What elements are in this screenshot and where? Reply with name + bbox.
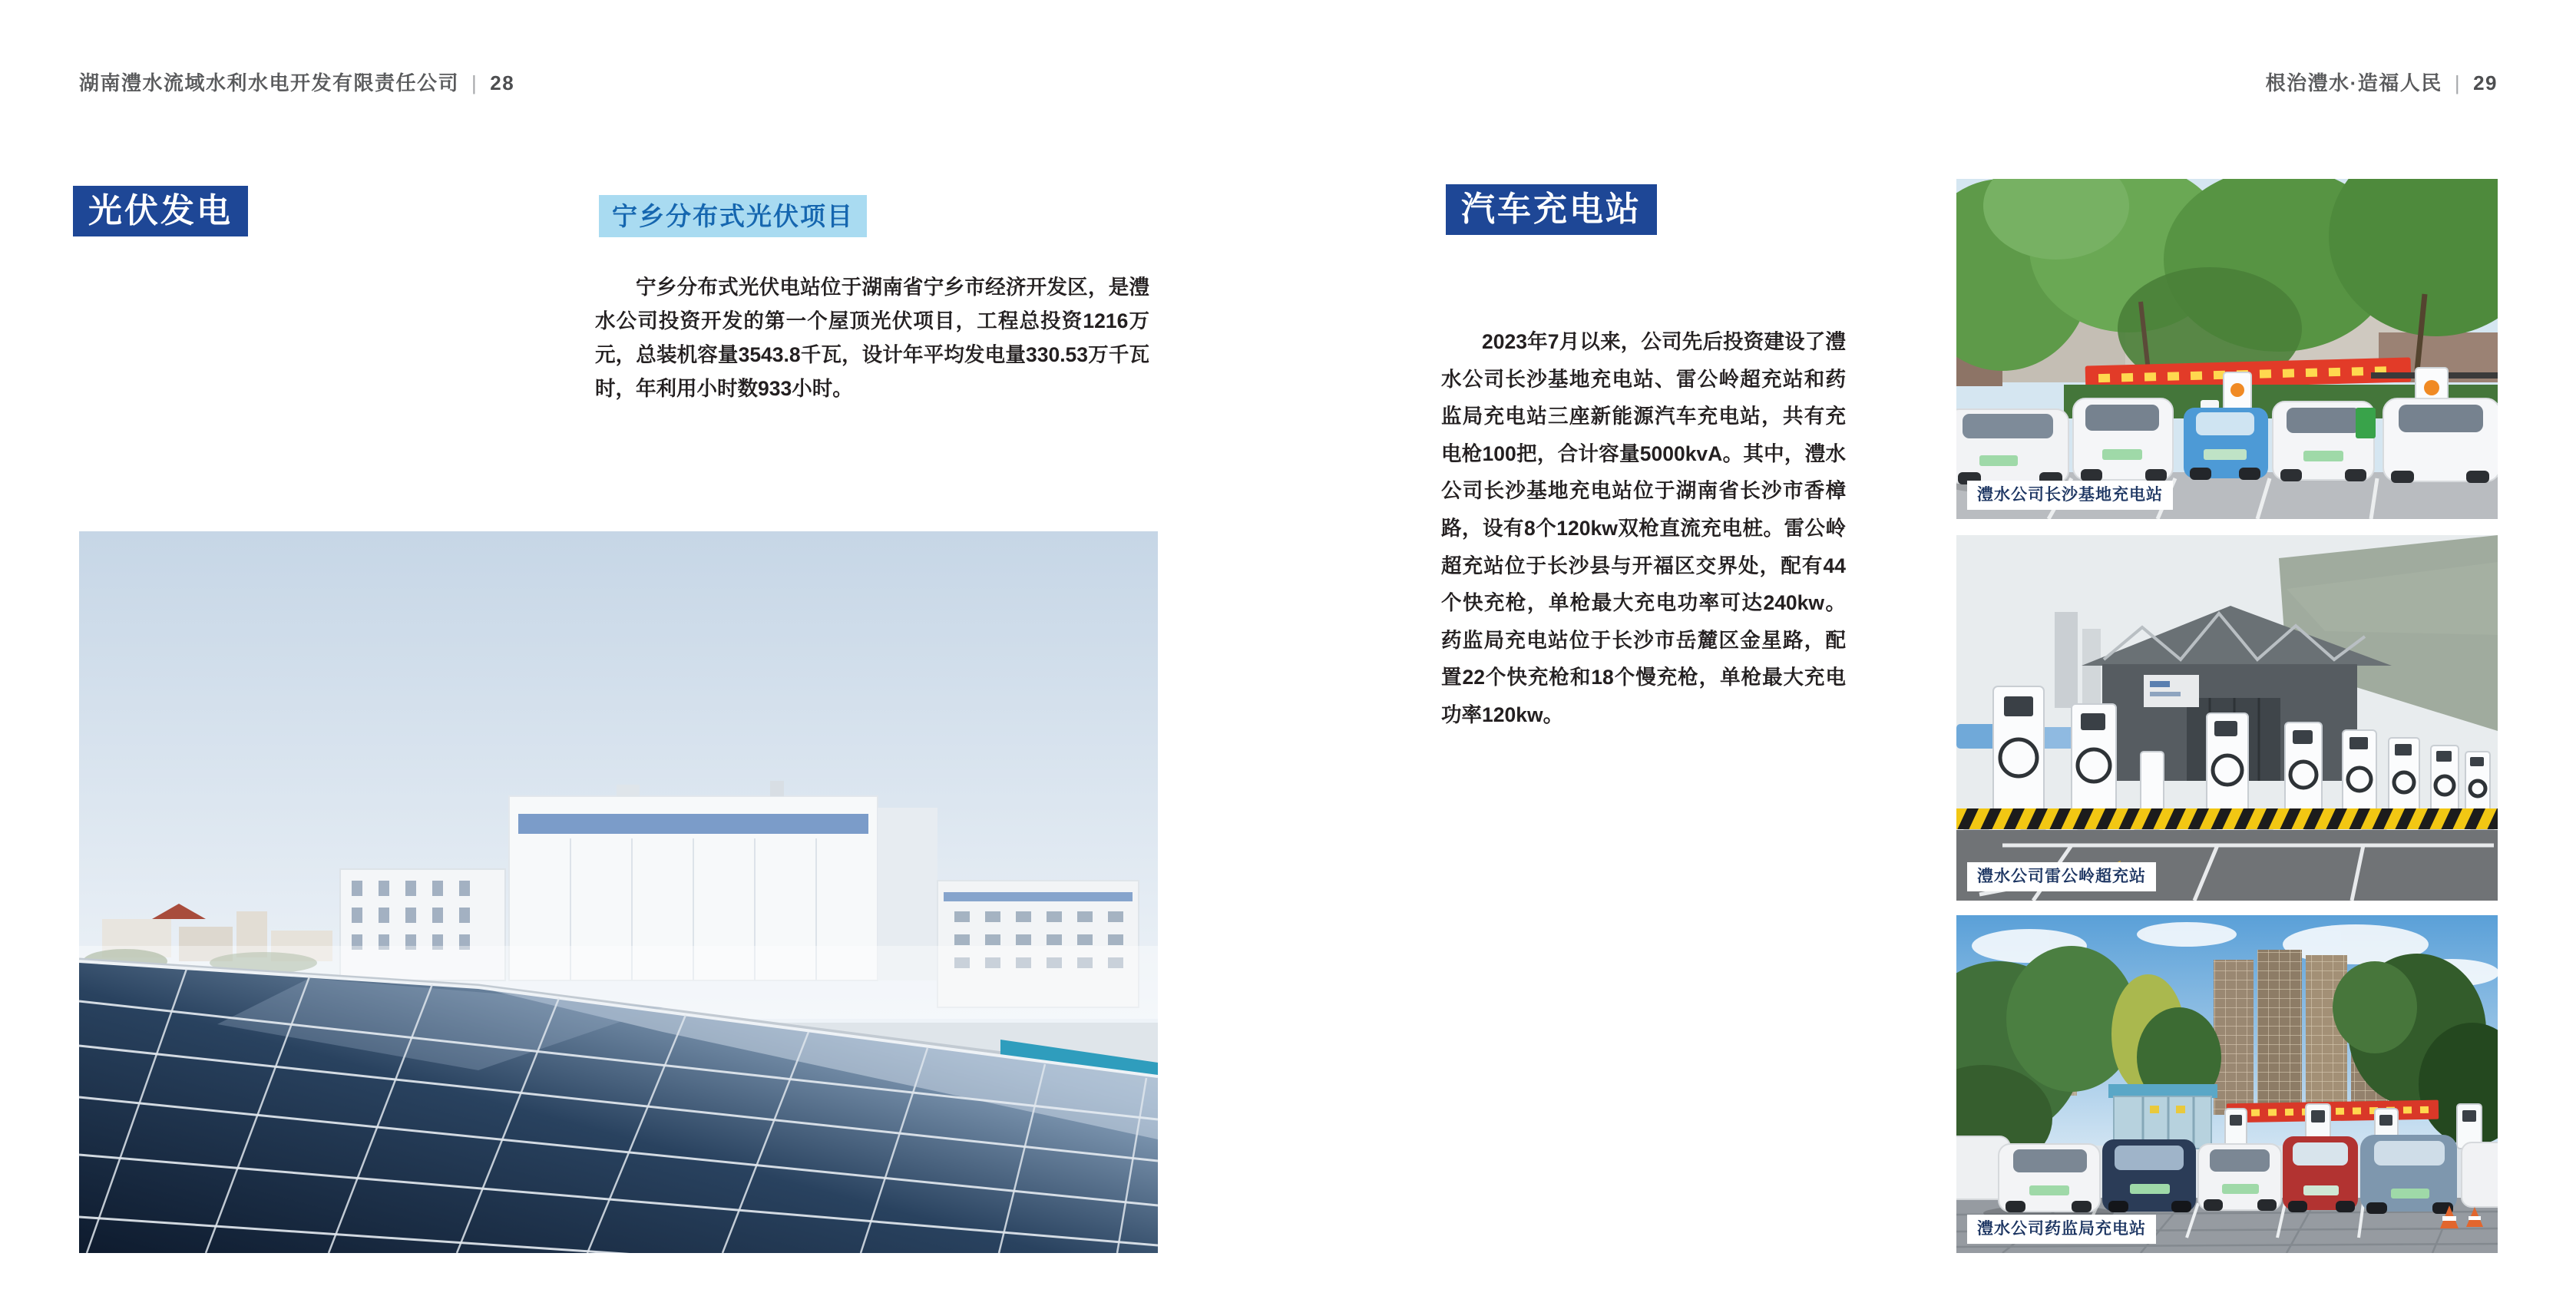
company-name: 湖南澧水流域水利水电开发有限责任公司	[79, 71, 460, 94]
section-title-pv: 光伏发电	[73, 186, 248, 236]
page-number-right: 29	[2473, 71, 2498, 94]
pv-project-paragraph: 宁乡分布式光伏电站位于湖南省宁乡市经济开发区，是澧水公司投资开发的第一个屋顶光伏项目，工程总投资1216万元，总装机容量3543.8千瓦，设计年平均发电量330.53万千瓦时，年利用小时数933小时。	[595, 276, 1149, 400]
photo-caption: 澧水公司长沙基地充电站	[1967, 481, 2173, 510]
yaojianju-station-photo	[1956, 915, 2498, 1253]
yaojianju-illustration	[1956, 915, 2498, 1253]
header-divider: |	[2454, 71, 2462, 94]
trees	[1956, 179, 2498, 390]
rooftop-solar-array-photo	[79, 531, 1158, 1253]
leigongling-station-photo	[1956, 535, 2498, 901]
red-banner	[2227, 1100, 2439, 1123]
header-left	[79, 68, 514, 96]
parked-cars	[1956, 1135, 2498, 1221]
ev-charging-paragraph: 2023年7月以来，公司先后投资建设了澧水公司长沙基地充电站、雷公岭超充站和药监局充电站三座新能源汽车充电站，共有充电枪100把，合计容量5000kvA。其中，澧水公司长沙基地充电站位于湖南省长沙市香樟路，设有8个120kw双枪直流充电桩。雷公岭超充站位于长沙县与开福区交界处，配有44个快充枪，单枪最大充电功率可达240kw。药监局充电站位于长沙市岳麓区金星路，配置22个快充枪和18个慢充枪，单枪最大充电功率120kw。	[1441, 330, 1846, 726]
leigongling-illustration	[1956, 535, 2498, 901]
solar-array-illustration	[79, 531, 1158, 1253]
photo-caption: 澧水公司雷公岭超充站	[1967, 862, 2156, 891]
page-number-left: 28	[490, 71, 515, 94]
subsection-title-ningxiang-pv: 宁乡分布式光伏项目	[599, 195, 867, 237]
changsha-base-illustration	[1956, 179, 2498, 519]
photo-caption: 澧水公司药监局充电站	[1967, 1215, 2156, 1244]
striped-barrier	[1956, 808, 2498, 829]
section-title-ev-charging: 汽车充电站	[1446, 184, 1657, 235]
header-divider: |	[471, 71, 478, 94]
slogan: 根治澧水·造福人民	[2265, 71, 2442, 94]
transformer-cabin	[2108, 1084, 2217, 1149]
header-right	[2266, 68, 2498, 96]
changsha-base-station-photo	[1956, 179, 2498, 519]
